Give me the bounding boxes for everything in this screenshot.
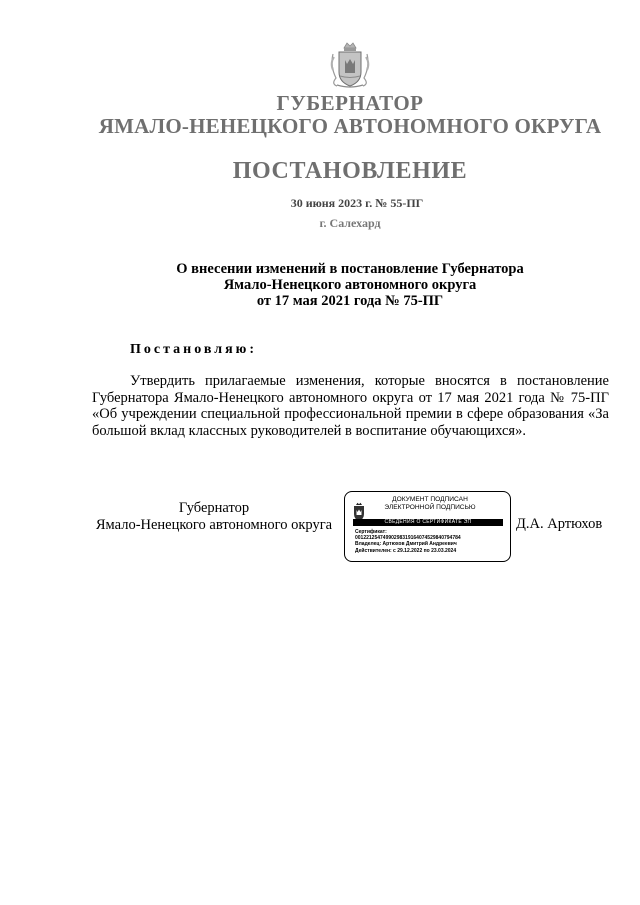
title-line: от 17 мая 2021 года № 75-ПГ bbox=[256, 293, 444, 309]
signatory-position-line: Губернатор bbox=[178, 500, 250, 516]
cert-validity: Действителен: с 29.12.2022 по 23.03.2024 bbox=[355, 547, 457, 554]
city: г. Салехард bbox=[319, 216, 381, 230]
signatory-position bbox=[92, 500, 336, 533]
stamp-certificate-info bbox=[355, 529, 461, 554]
electronic-signature-stamp bbox=[344, 491, 511, 562]
stamp-heading-line: ДОКУМЕНТ ПОДПИСАН bbox=[392, 496, 468, 503]
title-line: Ямало-Ненецкого автономного округа bbox=[223, 277, 477, 293]
date-and-number: 30 июня 2023 г. № 55-ПГ bbox=[290, 196, 424, 210]
title-line: О внесении изменений в постановление Губернатора bbox=[176, 261, 524, 277]
cert-label: Сертификат: bbox=[355, 529, 387, 535]
document-title bbox=[0, 261, 640, 309]
stamp-heading bbox=[373, 496, 487, 512]
stamp-heading-line: ЭЛЕКТРОННОЙ ПОДПИСЬЮ bbox=[384, 504, 476, 511]
signatory-position-line: Ямало-Ненецкого автономного округа bbox=[95, 516, 333, 533]
governor-heading: ГУБЕРНАТОР bbox=[276, 91, 424, 115]
coat-of-arms-icon bbox=[327, 40, 373, 90]
stamp-certificate-bar: СВЕДЕНИЯ О СЕРТИФИКАТЕ ЭП bbox=[353, 519, 503, 526]
cert-owner: Владелец: Артюхов Дмитрий Андреевич bbox=[355, 541, 457, 548]
decree-label: Постановляю: bbox=[130, 342, 258, 357]
signatory-name: Д.А. Артюхов bbox=[516, 516, 603, 532]
cert-number: 00122125474990298319164074529840794784 bbox=[355, 535, 461, 542]
body-paragraph: Утвердить прилагаемые изменения, которые вносятся в постановление Губернатора Ямало-Ненецкого автономного округа от 17 мая 2021 года № 75-ПГ «Об учреждении специальной профессиональной премии в сфере образования «За большой вклад классных руководителей в воспитание обучающихся». bbox=[92, 373, 609, 439]
region-heading: ЯМАЛО-НЕНЕЦКОГО АВТОНОМНОГО ОКРУГА bbox=[98, 114, 602, 138]
document-type-heading: ПОСТАНОВЛЕНИЕ bbox=[232, 158, 468, 184]
